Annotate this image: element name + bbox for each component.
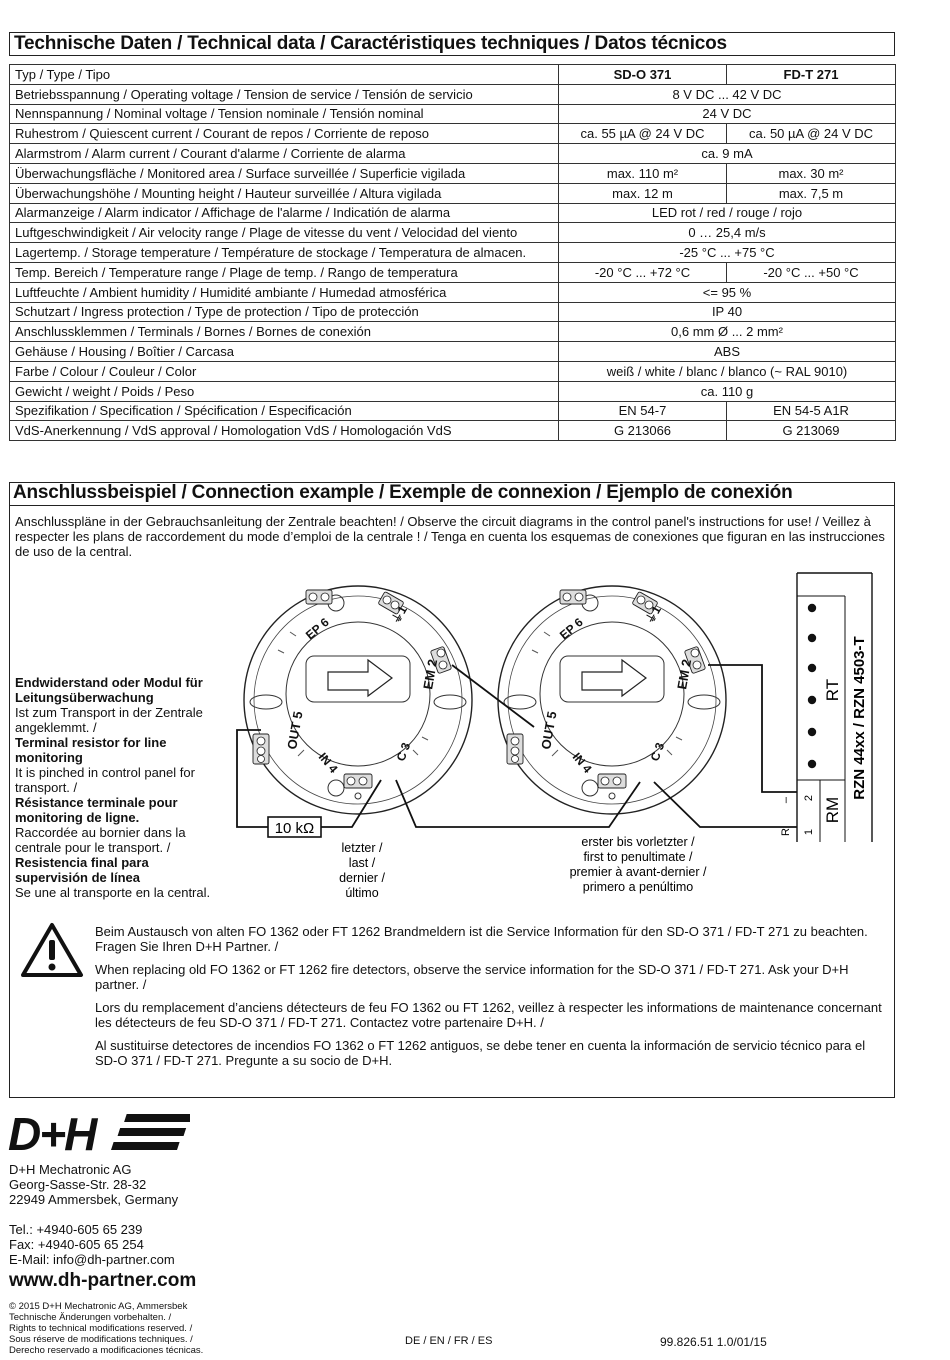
spec-row	[10, 84, 896, 104]
spec-label: Überwachungshöhe / Mounting height / Hauteur surveillée / Altura vigilada	[10, 183, 559, 203]
warning-triangle-icon	[20, 922, 84, 978]
warning-text	[95, 924, 890, 1076]
spec-label: Temp. Bereich / Temperature range / Plage de temp. / Rango de temperatura	[10, 262, 559, 282]
spec-row	[10, 381, 896, 401]
warning-text-en: When replacing old FO 1362 or FT 1262 fire detectors, observe the service information for the SD-O 371 / FD-T 271. Ask your D+H partner. /	[95, 962, 849, 992]
dh-logo	[8, 1110, 190, 1156]
panel-pin-2: 2	[803, 794, 815, 802]
spec-row	[10, 243, 896, 263]
resistor-note-de-title: Endwiderstand oder Modul für Leitungsüberwachung	[15, 675, 203, 705]
spec-row	[10, 104, 896, 124]
spec-value-col1: max. 110 m²	[559, 163, 727, 183]
panel-pin-minus: –	[780, 796, 792, 804]
spec-value: -25 °C ... +75 °C	[559, 243, 896, 263]
spec-header-col1: SD-O 371	[559, 65, 727, 85]
spec-value-col2: EN 54-5 A1R	[727, 401, 896, 421]
spec-label: Luftgeschwindigkeit / Air velocity range / Plage de vitesse du vent / Velocidad del viento	[10, 223, 559, 243]
spec-label: Gewicht / weight / Poids / Peso	[10, 381, 559, 401]
terminal-label-in: IN 4	[315, 749, 341, 776]
spec-value: 8 V DC ... 42 V DC	[559, 84, 896, 104]
label-first-en: first to penultimate /	[583, 850, 693, 864]
spec-label: Alarmstrom / Alarm current / Courant d'alarme / Corriente de alarma	[10, 144, 559, 164]
spec-row	[10, 322, 896, 342]
document-number: 99.826.51 1.0/01/15	[660, 1335, 767, 1349]
copyright-line: Derecho reservado a modificaciones técnicas.	[9, 1345, 204, 1356]
spec-label: VdS-Anerkennung / VdS approval / Homologation VdS / Homologación VdS	[10, 421, 559, 441]
spec-row	[10, 282, 896, 302]
label-last-es: último	[345, 886, 379, 900]
label-last-de: letzter /	[341, 841, 383, 855]
terminal-label-em: EM 2	[420, 658, 441, 691]
spec-label: Überwachungsfläche / Monitored area / Surface surveillée / Superficie vigilada	[10, 163, 559, 183]
detector-base-last	[244, 586, 472, 814]
terminal-label-out: OUT 5	[284, 710, 306, 751]
dh-logo-text: D+H	[8, 1110, 96, 1156]
spec-label: Gehäuse / Housing / Boîtier / Carcasa	[10, 342, 559, 362]
resistor-note-es-title: Resistencia final para supervisión de línea	[15, 855, 149, 885]
company-email[interactable]: E-Mail: info@dh-partner.com	[9, 1252, 175, 1267]
spec-label: Farbe / Colour / Couleur / Color	[10, 361, 559, 381]
control-panel	[780, 573, 872, 842]
language-codes: DE / EN / FR / ES	[405, 1335, 493, 1347]
panel-pin-r: R	[780, 828, 792, 836]
label-last-fr: dernier /	[339, 871, 385, 885]
spec-label: Spezifikation / Specification / Spécification / Especificación	[10, 401, 559, 421]
spec-row	[10, 401, 896, 421]
label-last-en: last /	[348, 856, 376, 870]
spec-header-col2: FD-T 271	[727, 65, 896, 85]
spec-value-col1: G 213066	[559, 421, 727, 441]
spec-header-row	[10, 65, 896, 85]
spec-value-col1: EN 54-7	[559, 401, 727, 421]
terminal-label-out-2: OUT 5	[538, 710, 560, 751]
spec-value-col1: -20 °C ... +72 °C	[559, 262, 727, 282]
detector-base-first	[498, 586, 726, 814]
wiring-diagram	[0, 560, 950, 910]
spec-label: Nennspannung / Nominal voltage / Tension nominale / Tensión nominal	[10, 104, 559, 124]
spec-row	[10, 421, 896, 441]
company-fax: Fax: +4940-605 65 254	[9, 1237, 144, 1252]
spec-label: Betriebsspannung / Operating voltage / Tension de service / Tensión de servicio	[10, 84, 559, 104]
spec-header-label: Typ / Type / Tipo	[10, 65, 559, 85]
spec-table	[9, 64, 896, 441]
spec-value: ca. 9 mA	[559, 144, 896, 164]
spec-row	[10, 302, 896, 322]
company-tel: Tel.: +4940-605 65 239	[9, 1222, 143, 1237]
spec-row	[10, 183, 896, 203]
resistor-note-de-text: Ist zum Transport in der Zentrale angeklemmt. /	[15, 705, 203, 735]
warning-text-fr: Lors du remplacement d’anciens détecteurs de feu FO 1362 ou FT 1262, veillez à respecter les informations de maintenance concernant les détecteurs de feu SD-O 371 / FD-T 271. Contactez votre partenaire D+H. /	[95, 1000, 882, 1030]
company-city: 22949 Ammersbek, Germany	[9, 1192, 179, 1207]
resistor-label: 10 kΩ	[274, 820, 315, 837]
spec-value: ABS	[559, 342, 896, 362]
company-address	[9, 1162, 309, 1267]
terminal-label-c-2: C 3	[647, 740, 668, 764]
copyright-line: Technische Änderungen vorbehalten. /	[9, 1312, 172, 1323]
connection-note: Anschlusspläne in der Gebrauchsanleitung der Zentrale beachten! / Observe the circuit diagrams in the control panel's instructions for use! / Veillez à respecter les plans de raccordement du mode d’emploi de la centrale ! / Tenga en cuenta los esquemas de conexiones que figuran en las instrucciones de uso de la central.	[15, 514, 885, 559]
spec-row	[10, 223, 896, 243]
spec-value-col2: G 213069	[727, 421, 896, 441]
spec-value-col2: -20 °C ... +50 °C	[727, 262, 896, 282]
spec-value: <= 95 %	[559, 282, 896, 302]
terminal-label-ep-2: EP 6	[556, 614, 586, 643]
spec-value-col2: max. 30 m²	[727, 163, 896, 183]
resistor-note-es-text: Se une al transporte en la central.	[15, 885, 211, 900]
label-first-fr: premier à avant-dernier /	[569, 865, 707, 879]
spec-label: Luftfeuchte / Ambient humidity / Humidité ambiante / Humedad atmosférica	[10, 282, 559, 302]
terminal-label-ep: EP 6	[302, 614, 332, 643]
spec-label: Anschlussklemmen / Terminals / Bornes / Bornes de conexión	[10, 322, 559, 342]
panel-label-rm: RM	[823, 796, 842, 824]
copyright-line: © 2015 D+H Mechatronic AG, Ammersbek	[9, 1301, 188, 1312]
resistor-note-fr-text: Raccordée au bornier dans la centrale pour le transport. /	[15, 825, 186, 855]
spec-label: Ruhestrom / Quiescent current / Courant de repos / Corriente de reposo	[10, 124, 559, 144]
spec-value: IP 40	[559, 302, 896, 322]
section-title-technical-data: Technische Daten / Technical data / Caractéristiques techniques / Datos técnicos	[9, 32, 895, 56]
spec-value-col1: ca. 55 µA @ 24 V DC	[559, 124, 727, 144]
spec-value: 24 V DC	[559, 104, 896, 124]
spec-row	[10, 163, 896, 183]
resistor-note-en-title: Terminal resistor for line monitoring	[15, 735, 167, 765]
copyright-line: Sous réserve de modifications techniques. /	[9, 1334, 193, 1345]
spec-row	[10, 262, 896, 282]
panel-label-rt: RT	[823, 678, 842, 702]
resistor-note-en-text: It is pinched in control panel for transport. /	[15, 765, 195, 795]
section-title-connection: Anschlussbeispiel / Connection example / Exemple de connexion / Ejemplo de conexión	[9, 482, 895, 506]
spec-row	[10, 203, 896, 223]
terminal-label-em-2: EM 2	[674, 658, 695, 691]
spec-value: LED rot / red / rouge / rojo	[559, 203, 896, 223]
copyright-notice	[9, 1301, 269, 1356]
spec-value-col2: max. 7,5 m	[727, 183, 896, 203]
terminal-label-ground: ⏚1	[388, 603, 410, 627]
terminal-label-c: C 3	[393, 740, 414, 764]
terminal-label-ground-2: ⏚1	[642, 603, 664, 627]
spec-label: Alarmanzeige / Alarm indicator / Affichage de l'alarme / Indicatión de alarma	[10, 203, 559, 223]
spec-value: 0 … 25,4 m/s	[559, 223, 896, 243]
company-website[interactable]: www.dh-partner.com	[9, 1270, 197, 1291]
resistor-note-fr-title: Résistance terminale pour monitoring de ligne.	[15, 795, 178, 825]
spec-value: 0,6 mm Ø ... 2 mm²	[559, 322, 896, 342]
spec-value-col2: ca. 50 µA @ 24 V DC	[727, 124, 896, 144]
warning-text-de: Beim Austausch von alten FO 1362 oder FT 1262 Brandmeldern ist die Service Information für den SD-O 371 / FD-T 271 zu beachten. Fragen Sie Ihren D+H Partner. /	[95, 924, 868, 954]
company-street: Georg-Sasse-Str. 28-32	[9, 1177, 147, 1192]
spec-label: Schutzart / Ingress protection / Type de protection / Tipo de protección	[10, 302, 559, 322]
spec-value-col1: max. 12 m	[559, 183, 727, 203]
panel-model-label: RZN 44xx / RZN 4503-T	[851, 636, 868, 800]
copyright-line: Rights to technical modifications reserved. /	[9, 1323, 193, 1334]
spec-value: ca. 110 g	[559, 381, 896, 401]
spec-row	[10, 361, 896, 381]
terminal-label-in-2: IN 4	[569, 749, 595, 776]
spec-label: Lagertemp. / Storage temperature / Température de stockage / Temperatura de almacen.	[10, 243, 559, 263]
spec-value: weiß / white / blanc / blanco (~ RAL 9010)	[559, 361, 896, 381]
warning-text-es: Al sustituirse detectores de incendios FO 1362 o FT 1262 antiguos, se debe tener en cuenta la información de servicio técnico para el SD-O 371 / FD-T 271. Pregunte a su socio de D+H.	[95, 1038, 866, 1068]
panel-pin-1: 1	[803, 828, 815, 836]
label-first-de: erster bis vorletzter /	[581, 835, 695, 849]
company-name: D+H Mechatronic AG	[9, 1162, 132, 1177]
spec-row	[10, 342, 896, 362]
spec-row	[10, 144, 896, 164]
label-first-es: primero a penúltimo	[582, 880, 694, 894]
spec-row	[10, 124, 896, 144]
